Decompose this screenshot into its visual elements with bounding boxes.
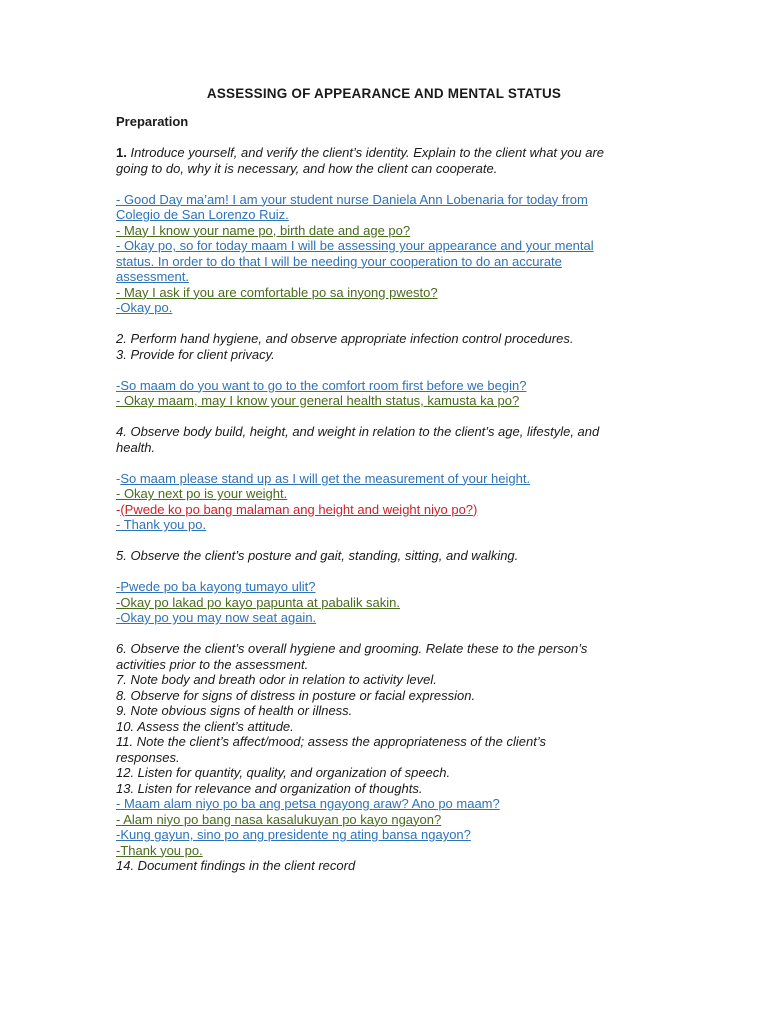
dialogue-date: - Maam alam niyo po ba ang petsa ngayong araw? Ano po maam? bbox=[116, 796, 500, 811]
dialogue-translation-text: (Pwede ko po bang malaman ang height and weight niyo po?) bbox=[120, 501, 478, 517]
dialogue-explain-line-3: assessment. bbox=[116, 269, 189, 284]
dialogue-greeting-line-1: - Good Day ma’am! I am your student nurse Daniela Ann Lobenaria for today from bbox=[116, 191, 588, 207]
spacer bbox=[116, 316, 668, 332]
step-2: 2. Perform hand hygiene, and observe appropriate infection control procedures. bbox=[116, 331, 574, 346]
dialogue-walk: -Okay po lakad po kayo papunta at pabalik sakin. bbox=[116, 594, 401, 610]
dialogue-thank-you: - Thank you po. bbox=[116, 517, 207, 532]
dialogue-greeting-line-2: Colegio de San Lorenzo Ruiz. bbox=[116, 207, 289, 222]
dash: - bbox=[116, 501, 121, 517]
spacer bbox=[116, 533, 668, 549]
dialogue-weight: - Okay next po is your weight. bbox=[116, 486, 288, 501]
step-4-line-1: 4. Observe body build, height, and weight in relation to the client’s age, lifestyle, and bbox=[116, 424, 600, 439]
step-7: 7. Note body and breath odor in relation to activity level. bbox=[116, 672, 437, 687]
dialogue-explain-line-1: - Okay po, so for today maam I will be assessing your appearance and your mental bbox=[116, 238, 594, 253]
spacer bbox=[116, 409, 668, 425]
dialogue-seat: -Okay po you may now seat again. bbox=[116, 610, 317, 625]
spacer bbox=[116, 455, 668, 471]
step-11-line-2: responses. bbox=[116, 749, 180, 765]
step-9: 9. Note obvious signs of health or illness. bbox=[116, 703, 353, 718]
page-title: ASSESSING OF APPEARANCE AND MENTAL STATUS bbox=[206, 86, 562, 101]
dialogue-height-text: So maam please stand up as I will get the measurement of your height. bbox=[120, 470, 531, 486]
step-11-line-1: 11. Note the client’s affect/mood; assess the appropriateness of the client’s bbox=[116, 734, 546, 749]
step-1-text: Introduce yourself, and verify the client’s identity. Explain to the client what you are bbox=[126, 145, 605, 160]
dialogue-health-status: - Okay maam, may I know your general health status, kamusta ka po? bbox=[116, 393, 520, 408]
dialogue-ask-comfort: - May I ask if you are comfortable po sa inyong pwesto? bbox=[116, 284, 438, 300]
step-8: 8. Observe for signs of distress in posture or facial expression. bbox=[116, 687, 476, 703]
step-1-line-2: going to do, why it is necessary, and how the client can cooperate. bbox=[116, 160, 498, 176]
step-13: 13. Listen for relevance and organization of thoughts. bbox=[116, 780, 423, 796]
dialogue-stand-again: -Pwede po ba kayong tumayo ulit? bbox=[116, 579, 316, 594]
step-6-line-2: activities prior to the assessment. bbox=[116, 656, 309, 672]
step-4-line-2: health. bbox=[116, 439, 156, 455]
dialogue-okay: -Okay po. bbox=[116, 300, 173, 315]
spacer bbox=[116, 130, 668, 146]
dash: - bbox=[116, 470, 121, 486]
dialogue-location: - Alam niyo po bang nasa kasalukuyan po kayo ngayon? bbox=[116, 811, 442, 827]
step-12: 12. Listen for quantity, quality, and organization of speech. bbox=[116, 765, 451, 780]
spacer bbox=[116, 176, 668, 192]
preparation-heading: Preparation bbox=[116, 114, 189, 129]
dialogue-ask-name: - May I know your name po, birth date and age po? bbox=[116, 222, 411, 238]
dialogue-translation bbox=[116, 502, 668, 518]
dialogue-explain-line-2: status. In order to do that I will be needing your cooperation to do an accurate bbox=[116, 253, 562, 269]
dialogue-president: -Kung gayun, sino po ang presidente ng ating bansa ngayon? bbox=[116, 827, 471, 842]
step-3: 3. Provide for client privacy. bbox=[116, 346, 275, 362]
step-6-line-1: 6. Observe the client’s overall hygiene and grooming. Relate these to the person’s bbox=[116, 641, 588, 656]
spacer bbox=[116, 626, 668, 642]
dialogue-comfort-room: -So maam do you want to go to the comfort room first before we begin? bbox=[116, 377, 527, 393]
spacer bbox=[116, 564, 668, 580]
step-14: 14. Document findings in the client record bbox=[116, 858, 356, 873]
step-5: 5. Observe the client’s posture and gait, standing, sitting, and walking. bbox=[116, 548, 519, 563]
step-1-number: 1. bbox=[116, 145, 127, 160]
dialogue-height bbox=[116, 471, 668, 487]
spacer bbox=[116, 362, 668, 378]
dialogue-thanks-final: -Thank you po. bbox=[116, 842, 203, 858]
step-10: 10. Assess the client’s attitude. bbox=[116, 718, 294, 734]
step-1-line-1 bbox=[116, 145, 668, 161]
